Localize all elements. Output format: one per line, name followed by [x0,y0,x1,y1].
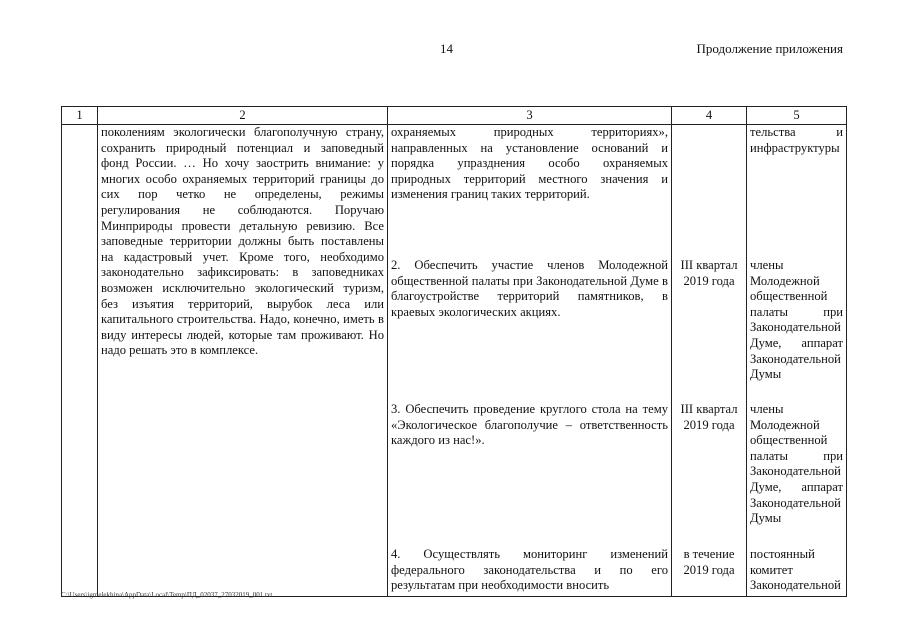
responsible-text: постоянный комитет Законодательной [750,547,841,593]
cell-col5 [747,125,847,597]
page-number: 14 [440,41,453,56]
cell-col3 [388,125,672,597]
column-header-5: 5 [747,107,847,125]
table-header-row [62,107,847,125]
cell-col2 [98,125,388,597]
file-path-footer: C:\Users\igmelekhina\AppData\Local\Temp\ПД_02037_27032019_001.txt [61,591,273,599]
deadline-text: III квартал 2019 года [680,258,738,288]
appendix-table [61,106,847,597]
deadline-text: III квартал 2019 года [680,402,738,432]
responsible-text: члены Молодежной общественной палаты при Законодательной Думе, аппарат Законодательной Думы [750,402,843,526]
column-header-2: 2 [98,107,388,125]
cell-col1 [62,125,98,597]
responsible-text: члены Молодежной общественной палаты при Законодательной Думе, аппарат Законодательной Думы [750,258,843,382]
responsible-text: тельства и инфраструктуры [750,125,843,155]
quote-text: поколениям экологически благополучную страну, сохранить природный потенциал и заповедный фонд России. … Но хочу заострить внимание: у многих особо охраняемых территорий границы до сих пор четко не определены, режимы регулирования не соблюдаются. Поручаю Минприроды провести детальную ревизию. Все заповедные территории должны быть поставлены на кадастровый учет. Кроме того, необходимо законодательно зафиксировать: в заповедниках возможен исключительно экологический туризм, без изъятия территорий, вырубок леса или капитального строительства. Надо, конечно, иметь в виду интересы людей, которые там проживают. Но надо решать это в комплексе. [101,125,384,358]
column-header-3: 3 [388,107,672,125]
column-header-1: 1 [62,107,98,125]
table-row [62,125,847,597]
column-header-4: 4 [672,107,747,125]
measure-item: 2. Обеспечить участие членов Молодежной общественной палаты при Законодательной Думе в благоустройстве территорий памятников, в краевых экологических акциях. [391,258,668,319]
measure-item: охраняемых природных территориях», направленных на установление оснований и порядка упразднения особо охраняемых природных территорий местного значения и изменения границ таких территорий. [391,125,668,202]
running-head: Продолжение приложения [696,41,843,56]
cell-col4 [672,125,747,597]
measure-item: 3. Обеспечить проведение круглого стола на тему «Экологическое благополучие – ответственность каждого из нас!». [391,402,668,448]
measure-item: 4. Осуществлять мониторинг изменений федерального законодательства и по его результатам при необходимости вносить [391,547,668,593]
deadline-text: в течение 2019 года [683,547,735,577]
